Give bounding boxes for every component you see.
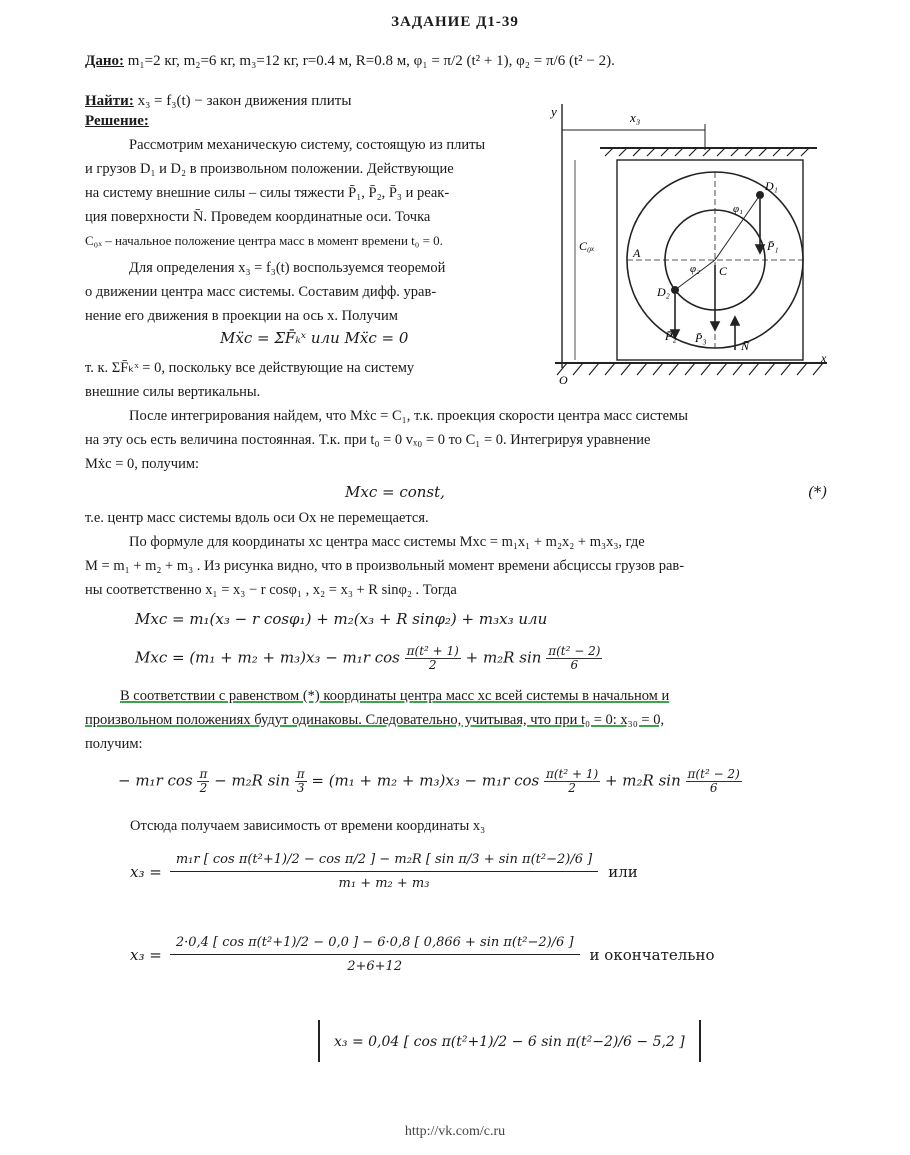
eq4-frac-2-den: 6 — [570, 658, 579, 672]
equation-2: Mxc = const, — [345, 483, 445, 501]
label-n: N̄ — [741, 339, 750, 353]
eq4-frac-1-num: π(t² + 1) — [406, 644, 459, 658]
label-d2: D₂ — [657, 285, 670, 299]
green-paragraph — [85, 684, 850, 756]
eq4-mid: + m₂R sin — [465, 648, 542, 667]
eq5-frac-1-den: 2 — [199, 781, 208, 795]
eq5-b: − m₂R sin — [214, 771, 290, 790]
eq5-frac-4-den: 6 — [709, 781, 718, 795]
label-x: x — [821, 351, 827, 365]
intro-paragraph — [85, 133, 545, 253]
eq5-frac-4-num: π(t² − 2) — [687, 767, 740, 781]
integration-line: Mẋc = 0, получим: — [85, 456, 200, 472]
page-title: ЗАДАНИЕ Д1-39 — [391, 14, 519, 30]
theorem-line: о движении центра масс системы. Составим дифф. урав- — [85, 284, 437, 300]
eq6-denominator: m₁ + m₂ + m₃ — [338, 876, 430, 891]
find-text: x₃ = f₃(t) − закон движения плиты — [137, 93, 352, 109]
intro-line: на систему внешние силы – силы тяжести P̄₁, P̄₂, P̄₃ и реак- — [85, 185, 450, 201]
label-phi1: φ₁ — [733, 203, 743, 215]
eq8-text: x₃ = 0,04 [ cos π(t²+1)/2 − 6 sin π(t²−2)/6 − 5,2 ] — [334, 1034, 685, 1050]
eq5-frac-3-den: 2 — [568, 781, 576, 795]
eq5-frac-1-num: π — [199, 767, 208, 781]
eq5-a: − m₁r cos — [118, 771, 193, 790]
load-d2 — [671, 286, 679, 294]
equation-2-tag: (*) — [808, 483, 828, 501]
given-text: m₁=2 кг, m₂=6 кг, m₃=12 кг, r=0.4 м, R=0.8 м, φ₁ = π/2 (t² + 1), φ₂ = π/6 (t² − 2). — [127, 53, 615, 69]
label-a: A — [633, 246, 641, 260]
eq7-numerator: 2·0,4 [ cos π(t²+1)/2 − 0,0 ] − 6·0,8 [ 0,866 + sin π(t²−2)/6 ] — [170, 935, 580, 955]
theorem-line: нение его движения в проекции на ось x. Получим — [85, 308, 398, 324]
label-d1: D₁ — [765, 179, 778, 193]
footer-url: http://vk.com/c.ru — [404, 1124, 506, 1139]
eq7-tail: и окончательно — [589, 945, 715, 964]
dependence-line: Отсюда получаем зависимость от времени координаты x₃ — [130, 818, 486, 834]
eq6-numerator: m₁r [ cos π(t²+1)/2 − cos π/2 ] − m₂R [ sin π/3 + sin π(t²−2)/6 ] — [170, 852, 598, 872]
eq5-frac-4 — [686, 768, 742, 795]
green-line: получим: — [85, 736, 143, 752]
intro-line: ция поверхности N̄. Проведем координатные оси. Точка — [85, 209, 431, 225]
eq5-frac-2-den: 3 — [296, 781, 305, 795]
given-label: Дано: — [85, 53, 124, 69]
eq5-frac-1 — [197, 768, 209, 795]
eq5-frac-2-num: π — [296, 767, 305, 781]
formula-paragraph — [85, 530, 845, 602]
eq4-left: Mxc = (m₁ + m₂ + m₃)x₃ − m₁r cos — [135, 648, 400, 667]
eq4-frac-2-num: π(t² − 2) — [548, 644, 601, 658]
formula-line: По формуле для координаты xc центра масс системы Mxc = m₁x₁ + m₂x₂ + m₃x₃, где — [129, 534, 645, 550]
label-p2: P̄₂ — [665, 329, 677, 343]
intro-line: и грузов D₁ и D₂ в произвольном положении. Действующие — [85, 161, 454, 177]
label-o: O — [559, 373, 568, 387]
eq4-frac-1 — [405, 645, 461, 672]
because-line-2: внешние силы вертикальны. — [85, 384, 261, 400]
x3-label: x₃ — [630, 110, 641, 125]
cx-label: C₀ₓ — [579, 239, 595, 253]
eq6-lhs: x₃ = — [130, 862, 162, 881]
because-line: т. к. ΣF̄ₖˣ = 0, поскольку все действующие на систему — [85, 360, 415, 376]
y-axis-label: y — [551, 104, 557, 119]
find-label: Найти: — [85, 93, 134, 109]
equation-4 — [135, 645, 602, 672]
floor-hatch — [557, 363, 823, 375]
load-d1 — [756, 191, 764, 199]
equation-6 — [130, 852, 770, 891]
label-p1: P̄₁ — [767, 239, 779, 253]
equation-7 — [130, 935, 770, 974]
eq5-frac-3 — [544, 768, 600, 795]
label-p3: P̄₃ — [695, 331, 707, 345]
find-line — [85, 92, 351, 110]
eq4-frac-1-den: 2 — [428, 658, 437, 672]
solution-label: Решение: — [85, 113, 149, 129]
label-phi2: φ₂ — [690, 263, 700, 275]
eq5-d: + m₂R sin — [604, 771, 681, 790]
equation-1: Mẍc = ΣF̄ₖˣ или Mẍc = 0 — [220, 329, 409, 347]
eq5-c: = (m₁ + m₂ + m₃)x₃ − m₁r cos — [311, 771, 540, 790]
const-line: т.е. центр масс системы вдоль оси Ox не перемещается. — [85, 510, 429, 526]
force-arrows — [671, 199, 764, 350]
theorem-paragraph — [85, 256, 545, 328]
integration-line: на эту ось есть величина постоянная. Т.к. при t₀ = 0 vₓ₀ = 0 то C₁ = 0. Интегрируя уравнение — [85, 432, 651, 448]
equation-5 — [118, 768, 742, 795]
formula-line: ны соответственно x₁ = x₃ − r cosφ₁ , x₂ = x₃ + R sinφ₂ . Тогда — [85, 582, 457, 598]
intro-line: Рассмотрим механическую систему, состоящую из плиты — [129, 137, 486, 153]
eq5-frac-2 — [295, 768, 307, 795]
label-c: C — [719, 264, 728, 278]
theorem-line: Для определения x₃ = f₃(t) воспользуемся теоремой — [129, 260, 446, 276]
formula-line: M = m₁ + m₂ + m₃ . Из рисунка видно, что в произвольный момент времени абсциссы грузов рав- — [85, 558, 685, 574]
mechanism-diagram — [545, 100, 835, 390]
green-line: В соответствии с равенством (*) координаты центра масс xc всей системы в начальном и — [120, 688, 670, 704]
given-line — [85, 52, 615, 70]
equation-8-final — [318, 1020, 701, 1062]
equation-3: Mxc = m₁(x₃ − r cosφ₁) + m₂(x₃ + R sinφ₂) + m₃x₃ или — [135, 610, 548, 628]
top-wall-hatch — [605, 148, 809, 156]
eq4-frac-2 — [546, 645, 602, 672]
eq6-tail: или — [608, 862, 638, 881]
eq7-denominator: 2+6+12 — [347, 959, 403, 974]
eq7-lhs: x₃ = — [130, 945, 162, 964]
intro-line: C₀ₓ – начальное положение центра масс в момент времени t₀ = 0. — [85, 233, 443, 248]
eq5-frac-3-num: π(t² + 1) — [545, 767, 599, 781]
green-line: произвольном положениях будут одинаковы. Следовательно, учитывая, что при t₀ = 0: x₃₀ = 0, — [85, 712, 665, 728]
integration-paragraph — [85, 404, 845, 476]
integration-line: После интегрирования найдем, что Mẋc = C₁, т.к. проекция скорости центра масс системы — [129, 408, 688, 424]
